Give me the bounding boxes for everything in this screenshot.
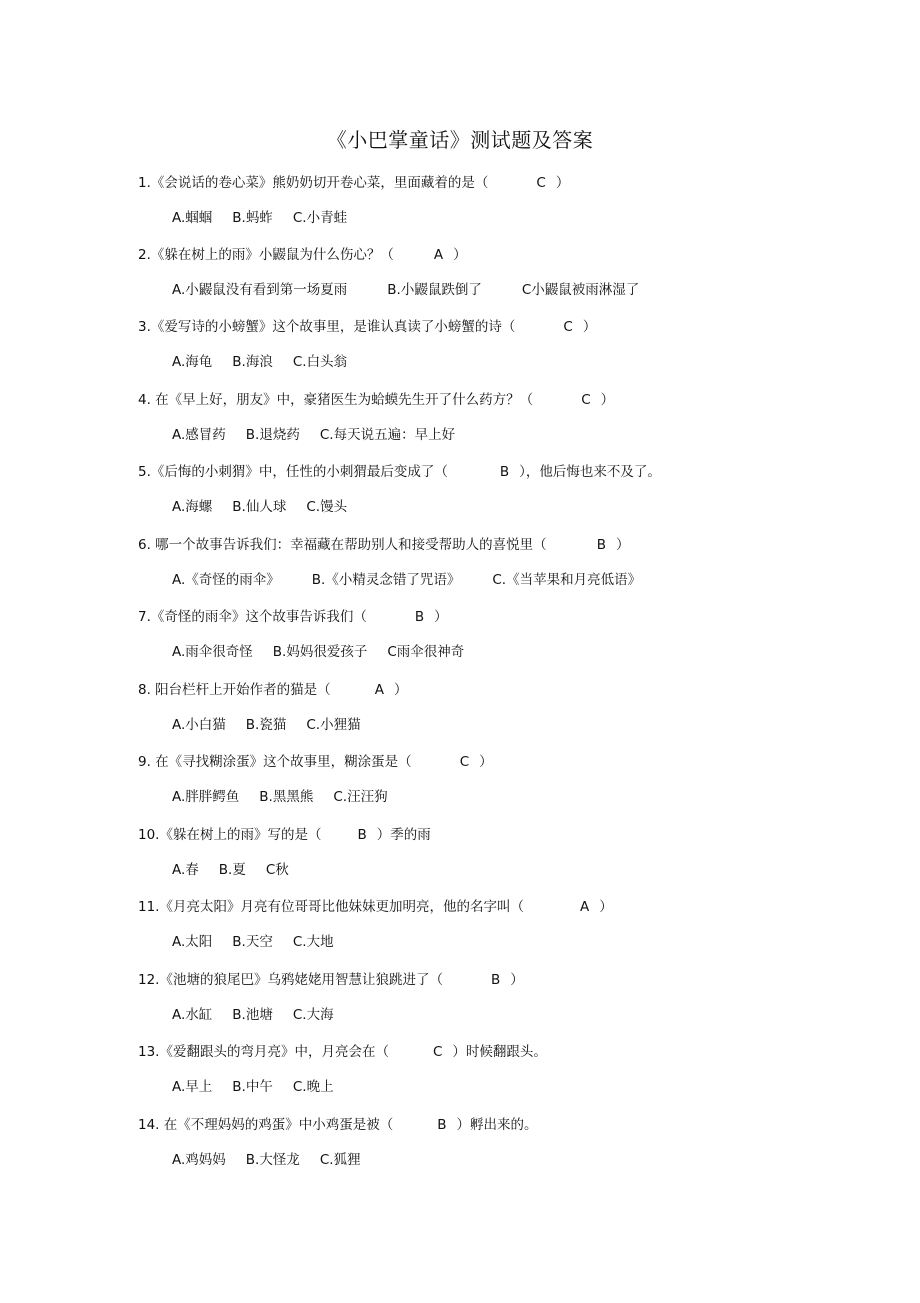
option: A.小鼹鼠没有看到第一场夏雨 xyxy=(172,282,348,298)
option: C.大海 xyxy=(292,1007,334,1023)
option: B.瓷猫 xyxy=(245,717,287,733)
question-tail: 孵出来的。 xyxy=(470,1117,538,1133)
option: B.大怪龙 xyxy=(245,1152,300,1168)
answer-letter: B xyxy=(357,827,367,843)
close-paren: ） xyxy=(519,464,526,480)
option: C.汪汪狗 xyxy=(333,789,388,805)
close-paren: ） xyxy=(582,319,597,335)
option: C.每天说五遍：早上好 xyxy=(319,427,456,443)
close-paren: ） xyxy=(376,827,391,843)
option: A.雨伞很奇怪 xyxy=(172,644,253,660)
option: C.狐狸 xyxy=(319,1152,361,1168)
question-5 xyxy=(138,463,661,481)
option: A.蝈蝈 xyxy=(172,210,213,226)
answer-letter: B xyxy=(490,972,501,988)
question-stem: 《躲在树上的雨》写的是（ xyxy=(159,827,322,843)
option: B.夏 xyxy=(218,862,246,878)
option: B.天空 xyxy=(232,934,273,950)
answer-letter: B xyxy=(437,1117,447,1133)
option: A.早上 xyxy=(172,1079,213,1095)
question-number: 5. xyxy=(138,464,151,480)
close-paren: ） xyxy=(456,1117,471,1133)
options-11 xyxy=(172,933,354,951)
option: C.《当苹果和月亮低语》 xyxy=(492,572,642,588)
question-number: 11. xyxy=(138,899,160,915)
question-12 xyxy=(138,971,524,989)
question-stem: 《后悔的小刺猬》中，任性的小刺猬最后变成了（ xyxy=(150,464,448,480)
question-10 xyxy=(138,826,431,844)
option: B.妈妈很爱孩子 xyxy=(272,644,368,660)
question-stem: 《爱翻跟头的弯月亮》中，月亮会在（ xyxy=(159,1044,389,1060)
question-8 xyxy=(138,681,407,699)
question-tail: 时候翻跟头。 xyxy=(465,1044,547,1060)
option: C.晚上 xyxy=(292,1079,334,1095)
question-stem: 阳台栏杆上开始作者的猫是（ xyxy=(150,682,331,698)
question-stem: 在《早上好，朋友》中，豪猪医生为蛤蟆先生开了什么药方？（ xyxy=(150,392,534,408)
question-tail: 季的雨 xyxy=(390,827,431,843)
question-stem: 哪一个故事告诉我们：幸福藏在帮助别人和接受帮助人的喜悦里（ xyxy=(150,537,547,553)
close-paren: ） xyxy=(615,537,630,553)
option: B.《小精灵念错了咒语》 xyxy=(311,572,461,588)
question-number: 9. xyxy=(138,754,151,770)
option: B.退烧药 xyxy=(245,427,300,443)
question-2 xyxy=(138,246,467,264)
question-number: 12. xyxy=(138,972,160,988)
options-10 xyxy=(172,861,309,879)
option: A.鸡妈妈 xyxy=(172,1152,226,1168)
close-paren: ） xyxy=(599,899,613,915)
answer-letter: C xyxy=(536,175,546,191)
options-9 xyxy=(172,788,408,806)
options-1 xyxy=(172,209,367,227)
question-stem: 《池塘的狼尾巴》乌鸦姥姥用智慧让狼跳进了（ xyxy=(159,972,443,988)
document-title: 《小巴掌童话》测试题及答案 xyxy=(326,128,594,152)
option: B.黑黑熊 xyxy=(259,789,314,805)
option: B.池塘 xyxy=(232,1007,273,1023)
question-stem: 在《不理妈妈的鸡蛋》中小鸡蛋是被（ xyxy=(159,1117,394,1133)
question-9 xyxy=(138,753,493,771)
question-13 xyxy=(138,1043,547,1061)
option: C.小狸猫 xyxy=(306,717,361,733)
option: C秋 xyxy=(265,862,289,878)
question-1 xyxy=(138,174,569,192)
option: A.海龟 xyxy=(172,354,213,370)
options-12 xyxy=(172,1006,354,1024)
question-number: 8. xyxy=(138,682,151,698)
option: B.中午 xyxy=(232,1079,273,1095)
close-paren: ） xyxy=(479,754,493,770)
answer-letter: C xyxy=(563,319,573,335)
answer-letter: C xyxy=(432,1044,443,1060)
option: B.仙人球 xyxy=(232,499,287,515)
option: A.太阳 xyxy=(172,934,213,950)
option: B.小鼹鼠跌倒了 xyxy=(387,282,482,298)
question-stem: 《爱写诗的小螃蟹》这个故事里，是谁认真读了小螃蟹的诗（ xyxy=(150,319,516,335)
options-8 xyxy=(172,716,381,734)
option: C小鼹鼠被雨淋湿了 xyxy=(521,282,640,298)
question-number: 13. xyxy=(138,1044,160,1060)
question-11 xyxy=(138,898,613,916)
option: C.白头翁 xyxy=(292,354,348,370)
answer-letter: A xyxy=(433,247,444,263)
answer-letter: A xyxy=(579,899,590,915)
options-13 xyxy=(172,1078,354,1096)
question-number: 4. xyxy=(138,392,151,408)
answer-letter: B xyxy=(596,537,606,553)
question-3 xyxy=(138,318,596,336)
question-stem: 《月亮太阳》月亮有位哥哥比他妹妹更加明亮，他的名字叫（ xyxy=(159,899,524,915)
question-7 xyxy=(138,608,448,626)
option: A.海螺 xyxy=(172,499,213,515)
close-paren: ） xyxy=(453,247,467,263)
question-number: 2. xyxy=(138,247,151,263)
options-2 xyxy=(172,281,659,299)
option: A.春 xyxy=(172,862,199,878)
question-number: 3. xyxy=(138,319,151,335)
close-paren: ） xyxy=(452,1044,466,1060)
question-number: 10. xyxy=(138,827,160,843)
question-number: 7. xyxy=(138,609,151,625)
question-stem: 在《寻找糊涂蛋》这个故事里，糊涂蛋是（ xyxy=(150,754,412,770)
option: C.小青蛙 xyxy=(292,210,348,226)
option: A.水缸 xyxy=(172,1007,213,1023)
option: A.《奇怪的雨伞》 xyxy=(172,572,280,588)
option: A.胖胖鳄鱼 xyxy=(172,789,240,805)
option: C.大地 xyxy=(292,934,334,950)
option: C雨伞很神奇 xyxy=(387,644,465,660)
option: B.海浪 xyxy=(232,354,273,370)
question-stem: 《会说话的卷心菜》熊奶奶切开卷心菜，里面藏着的是（ xyxy=(150,175,489,191)
options-6 xyxy=(172,571,661,589)
question-number: 6. xyxy=(138,537,151,553)
question-number: 14. xyxy=(138,1117,160,1133)
question-14 xyxy=(138,1116,538,1134)
question-stem: 《躲在树上的雨》小鼹鼠为什么伤心？（ xyxy=(150,247,394,263)
options-4 xyxy=(172,426,475,444)
options-5 xyxy=(172,498,367,516)
options-14 xyxy=(172,1151,381,1169)
close-paren: ） xyxy=(555,175,570,191)
answer-letter: B xyxy=(499,464,510,480)
question-tail: ，他后悔也来不及了。 xyxy=(525,464,661,480)
option: C.馒头 xyxy=(306,499,348,515)
close-paren: ） xyxy=(600,392,615,408)
options-7 xyxy=(172,643,484,661)
answer-letter: C xyxy=(581,392,591,408)
option: A.感冒药 xyxy=(172,427,226,443)
question-number: 1. xyxy=(138,175,151,191)
options-3 xyxy=(172,353,367,371)
question-stem: 《奇怪的雨伞》这个故事告诉我们（ xyxy=(150,609,367,625)
close-paren: ） xyxy=(510,972,524,988)
option: B.蚂蚱 xyxy=(232,210,273,226)
answer-letter: C xyxy=(459,754,470,770)
close-paren: ） xyxy=(434,609,448,625)
question-4 xyxy=(138,391,614,409)
option: A.小白猫 xyxy=(172,717,226,733)
answer-letter: A xyxy=(374,682,384,698)
close-paren: ） xyxy=(393,682,408,698)
question-6 xyxy=(138,536,629,554)
answer-letter: B xyxy=(414,609,425,625)
